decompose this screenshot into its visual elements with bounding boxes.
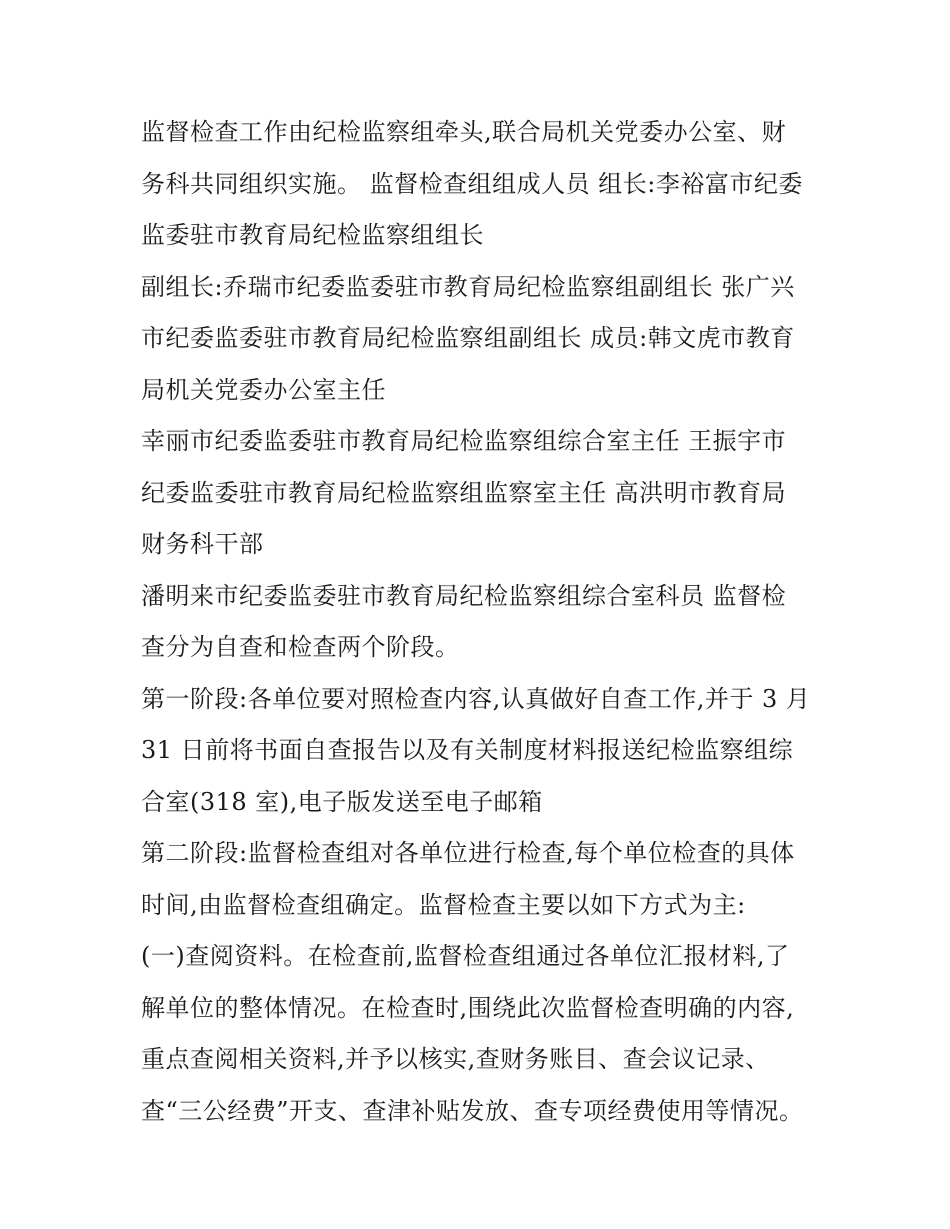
text-line: 第二阶段:监督检查组对各单位进行检查,每个单位检查的具体 (141, 839, 795, 867)
text-line: 市纪委监委驻市教育局纪检监察组副组长 成员:韩文虎市教育 (141, 324, 795, 352)
text-line: 查“三公经费”开支、查津补贴发放、查专项经费使用等情况。 (141, 1096, 804, 1125)
text-line: 局机关党委办公室主任 (141, 375, 386, 404)
text-line: 31 日前将书面自查报告以及有关制度材料报送纪检监察组综 (141, 736, 794, 764)
text-line: 务科共同组织实施。 监督检查组组成人员 组长:李裕富市纪委 (141, 169, 803, 198)
text-line: 财务科干部 (141, 530, 264, 558)
text-line: 重点查阅相关资料,并予以核实,查财务账目、查会议记录、 (141, 1045, 770, 1073)
text-line: 时间,由监督检查组确定。监督检查主要以如下方式为主: (141, 890, 746, 919)
text-line: (一)查阅资料。在检查前,监督检查组通过各单位汇报材料,了 (141, 942, 790, 970)
text-line: 解单位的整体情况。在检查时,围绕此次监督检查明确的内容, (141, 993, 795, 1022)
text-line: 合室(318 室),电子版发送至电子邮箱 (141, 787, 543, 816)
text-line: 监委驻市教育局纪检监察组组长 (141, 221, 484, 249)
text-line: 纪委监委驻市教育局纪检监察组监察室主任 高洪明市教育局 (141, 478, 787, 507)
text-line: 潘明来市纪委监委驻市教育局纪检监察组综合室科员 监督检 (141, 581, 787, 610)
text-line: 查分为自查和检查两个阶段。 (141, 633, 460, 661)
document-body (141, 107, 821, 1137)
text-line: 幸丽市纪委监委驻市教育局纪检监察组综合室主任 王振宇市 (141, 427, 787, 455)
text-line: 第一阶段:各单位要对照检查内容,认真做好自查工作,并于 3 月 (141, 684, 811, 713)
text-line: 副组长:乔瑞市纪委监委驻市教育局纪检监察组副组长 张广兴 (141, 272, 795, 301)
text-line: 监督检查工作由纪检监察组牵头,联合局机关党委办公室、财 (141, 118, 787, 146)
